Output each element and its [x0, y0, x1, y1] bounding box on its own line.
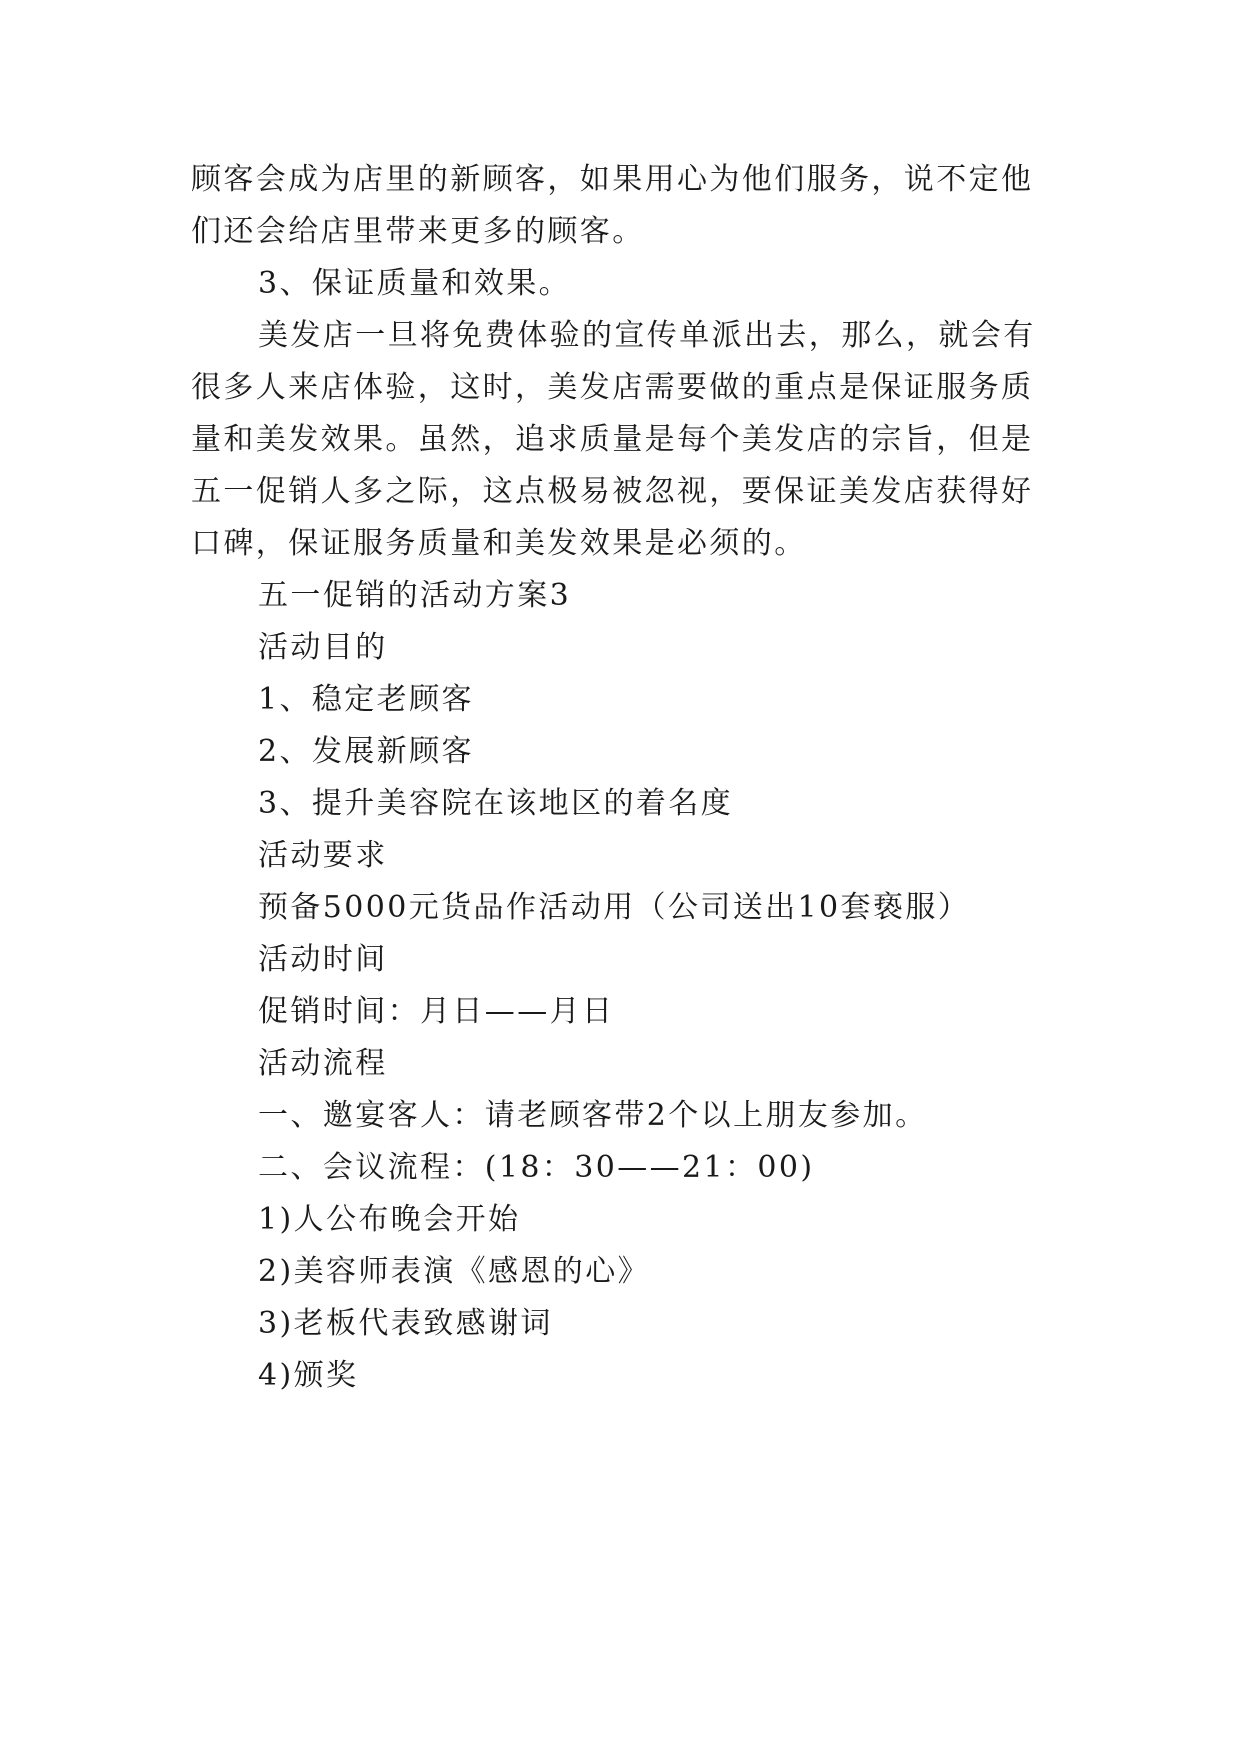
paragraph-line: 顾客会成为店里的新顾客，如果用心为他们服务，说不定他: [191, 162, 1034, 197]
section-heading: 活动流程: [258, 1046, 388, 1081]
paragraph-line: 预备5000元货品作活动用（公司送出10套亵服）: [258, 890, 971, 925]
list-item: 2)美容师表演《感恩的心》: [258, 1254, 650, 1289]
list-item: 一、邀宴客人：请老顾客带2个以上朋友参加。: [258, 1098, 928, 1133]
list-item: 3、提升美容院在该地区的着名度: [258, 786, 734, 821]
section-heading: 活动时间: [258, 942, 388, 977]
list-item: 1、稳定老顾客: [258, 682, 474, 717]
paragraph-line: 口碑，保证服务质量和美发效果是必须的。: [191, 526, 807, 561]
section-heading: 活动要求: [258, 838, 388, 873]
paragraph-line: 促销时间：月日——月日: [258, 994, 615, 1029]
list-item: 二、会议流程：(18：30——21：00): [258, 1150, 815, 1185]
list-item: 3、保证质量和效果。: [258, 266, 572, 301]
paragraph-line: 五一促销人多之际，这点极易被忽视，要保证美发店获得好: [191, 474, 1034, 509]
section-heading: 五一促销的活动方案3: [258, 578, 572, 613]
paragraph-line: 很多人来店体验，这时，美发店需要做的重点是保证服务质: [191, 370, 1034, 405]
list-item: 4)颁奖: [258, 1358, 359, 1393]
paragraph-line: 们还会给店里带来更多的顾客。: [191, 214, 645, 249]
list-item: 2、发展新顾客: [258, 734, 474, 769]
section-heading: 活动目的: [258, 630, 388, 665]
list-item: 1)人公布晚会开始: [258, 1202, 521, 1237]
paragraph-line: 量和美发效果。虽然，追求质量是每个美发店的宗旨，但是: [191, 422, 1034, 457]
list-item: 3)老板代表致感谢词: [258, 1306, 553, 1341]
paragraph-line: 美发店一旦将免费体验的宣传单派出去，那么，就会有: [258, 318, 1036, 353]
